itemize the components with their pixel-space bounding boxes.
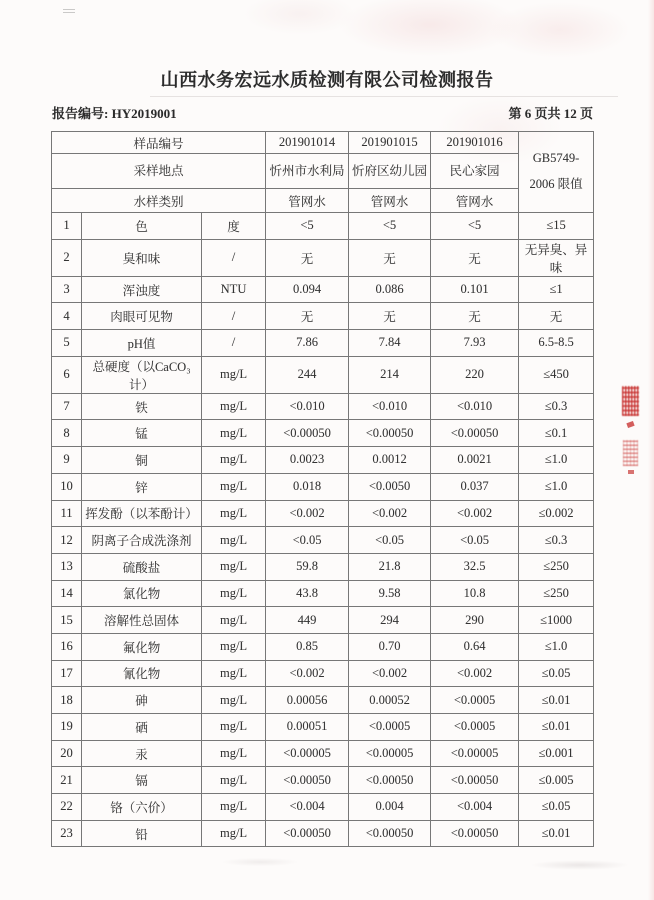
limit-value: ≤0.01 xyxy=(519,687,594,714)
row-number: 9 xyxy=(52,447,82,474)
sample1-value: <5 xyxy=(266,213,349,240)
scan-ghost-line xyxy=(150,96,618,97)
sample2-value: <0.0005 xyxy=(349,714,431,741)
sample3-value: 0.037 xyxy=(431,473,519,500)
sample2-value: 7.84 xyxy=(349,330,431,357)
sample1-value: <0.004 xyxy=(266,794,349,821)
table-row xyxy=(52,330,594,357)
type-2: 管网水 xyxy=(349,189,431,213)
unit-value: mg/L xyxy=(202,767,266,794)
sample1-value: 0.00051 xyxy=(266,714,349,741)
limit-header-line2: 2006 限值 xyxy=(529,177,583,191)
table-row xyxy=(52,607,594,634)
sample1-value: 59.8 xyxy=(266,553,349,580)
table-row xyxy=(52,303,594,330)
limit-value: ≤15 xyxy=(519,213,594,240)
table-row xyxy=(52,527,594,554)
sample1-value: <0.002 xyxy=(266,500,349,527)
limit-value: ≤0.05 xyxy=(519,794,594,821)
page-indicator: 第 6 页共 12 页 xyxy=(508,106,593,121)
sample2-value: 9.58 xyxy=(349,580,431,607)
row-number: 15 xyxy=(52,607,82,634)
row-number: 16 xyxy=(52,633,82,660)
parameter-name: 锌 xyxy=(82,473,202,500)
row-number: 17 xyxy=(52,660,82,687)
row-number: 23 xyxy=(52,820,82,847)
limit-value: ≤0.002 xyxy=(519,500,594,527)
limit-header-line1: GB5749- xyxy=(532,151,580,166)
table-row xyxy=(52,239,594,276)
sample2-value: 0.0012 xyxy=(349,447,431,474)
limit-value: ≤0.05 xyxy=(519,660,594,687)
unit-value: mg/L xyxy=(202,553,266,580)
sample2-value: <0.00005 xyxy=(349,740,431,767)
sample3-value: 10.8 xyxy=(431,580,519,607)
table-row xyxy=(52,740,594,767)
sample3-value: <0.00050 xyxy=(431,820,519,847)
report-info-row xyxy=(52,103,593,122)
stamp-mark-icon xyxy=(628,470,634,474)
row-number: 19 xyxy=(52,714,82,741)
unit-value: mg/L xyxy=(202,420,266,447)
limit-value: ≤1.0 xyxy=(519,447,594,474)
unit-value: mg/L xyxy=(202,714,266,741)
parameter-name: 砷 xyxy=(82,687,202,714)
table-row xyxy=(52,580,594,607)
table-row xyxy=(52,447,594,474)
table-row xyxy=(52,794,594,821)
sample2-value: 0.00052 xyxy=(349,687,431,714)
report-title: 山西水务宏远水质检测有限公司检测报告 xyxy=(160,70,494,90)
unit-value: mg/L xyxy=(202,356,266,393)
row-number: 12 xyxy=(52,527,82,554)
row-number: 18 xyxy=(52,687,82,714)
table-row xyxy=(52,473,594,500)
limit-value: ≤250 xyxy=(519,580,594,607)
unit-value: 度 xyxy=(202,213,266,240)
table-row xyxy=(52,276,594,303)
sample1-value: 无 xyxy=(266,303,349,330)
sample1-value: <0.00005 xyxy=(266,740,349,767)
sample3-value: 0.64 xyxy=(431,633,519,660)
row-number: 3 xyxy=(52,276,82,303)
row-number: 1 xyxy=(52,213,82,240)
row-number: 20 xyxy=(52,740,82,767)
sample1-value: 449 xyxy=(266,607,349,634)
unit-value: / xyxy=(202,239,266,276)
unit-value: mg/L xyxy=(202,633,266,660)
sample2-value: 无 xyxy=(349,239,431,276)
unit-value: mg/L xyxy=(202,580,266,607)
row-number: 2 xyxy=(52,239,82,276)
sample2-value: <0.05 xyxy=(349,527,431,554)
limit-value: ≤1000 xyxy=(519,607,594,634)
table-row xyxy=(52,356,594,393)
limit-value: ≤0.005 xyxy=(519,767,594,794)
sample2-value: <0.002 xyxy=(349,660,431,687)
sample3-value: <0.0005 xyxy=(431,714,519,741)
table-row xyxy=(52,714,594,741)
parameter-name: 浑浊度 xyxy=(82,276,202,303)
sample3-value: 无 xyxy=(431,239,519,276)
sample3-value: 无 xyxy=(431,303,519,330)
sample-no-1: 201901014 xyxy=(266,132,349,154)
sample2-value: <0.00050 xyxy=(349,767,431,794)
sample-no-2: 201901015 xyxy=(349,132,431,154)
sample1-value: 0.018 xyxy=(266,473,349,500)
table-row xyxy=(52,213,594,240)
header-row-location xyxy=(52,154,594,189)
sample3-value: <0.00005 xyxy=(431,740,519,767)
location-1: 忻州市水利局 xyxy=(266,154,349,189)
sample2-value: 21.8 xyxy=(349,553,431,580)
sample1-value: 244 xyxy=(266,356,349,393)
sample1-value: 0.0023 xyxy=(266,447,349,474)
location-label: 采样地点 xyxy=(52,154,266,189)
sample1-value: <0.00050 xyxy=(266,820,349,847)
row-number: 4 xyxy=(52,303,82,330)
unit-value: mg/L xyxy=(202,447,266,474)
unit-value: mg/L xyxy=(202,660,266,687)
parameter-name: 肉眼可见物 xyxy=(82,303,202,330)
sample1-value: 无 xyxy=(266,239,349,276)
parameter-name: 铜 xyxy=(82,447,202,474)
parameter-name: 色 xyxy=(82,213,202,240)
row-number: 14 xyxy=(52,580,82,607)
limit-value: ≤0.01 xyxy=(519,714,594,741)
header-row-sample-no xyxy=(52,132,594,154)
sample2-value: <0.010 xyxy=(349,393,431,420)
stamp-mark-icon xyxy=(626,421,634,428)
parameter-name: 溶解性总固体 xyxy=(82,607,202,634)
location-2: 忻府区幼儿园 xyxy=(349,154,431,189)
sample3-value: <0.010 xyxy=(431,393,519,420)
type-3: 管网水 xyxy=(431,189,519,213)
row-number: 6 xyxy=(52,356,82,393)
sample3-value: <5 xyxy=(431,213,519,240)
parameter-name: 铁 xyxy=(82,393,202,420)
limit-value: 无异臭、异味 xyxy=(519,239,594,276)
sample2-value: 0.004 xyxy=(349,794,431,821)
parameter-name: 氰化物 xyxy=(82,660,202,687)
row-number: 8 xyxy=(52,420,82,447)
type-1: 管网水 xyxy=(266,189,349,213)
sample-no-3: 201901016 xyxy=(431,132,519,154)
table-row xyxy=(52,660,594,687)
sample1-value: <0.05 xyxy=(266,527,349,554)
scan-smudge-mark xyxy=(63,7,75,13)
scan-edge-streak xyxy=(648,0,654,900)
sample3-value: 0.101 xyxy=(431,276,519,303)
sample1-value: <0.00050 xyxy=(266,420,349,447)
limit-value: 无 xyxy=(519,303,594,330)
parameters-body xyxy=(52,213,594,847)
sample3-value: <0.05 xyxy=(431,527,519,554)
header-row-type xyxy=(52,189,594,213)
sample3-value: 220 xyxy=(431,356,519,393)
sample3-value: <0.002 xyxy=(431,500,519,527)
limit-value: ≤450 xyxy=(519,356,594,393)
parameter-name: 硒 xyxy=(82,714,202,741)
table-row xyxy=(52,767,594,794)
limit-value: ≤0.01 xyxy=(519,820,594,847)
parameter-name: 氟化物 xyxy=(82,633,202,660)
limit-value: ≤0.1 xyxy=(519,420,594,447)
unit-value: mg/L xyxy=(202,473,266,500)
limit-value: 6.5-8.5 xyxy=(519,330,594,357)
location-3: 民心家园 xyxy=(431,154,519,189)
unit-value: mg/L xyxy=(202,393,266,420)
unit-value: mg/L xyxy=(202,500,266,527)
unit-value: mg/L xyxy=(202,607,266,634)
parameter-name: 臭和味 xyxy=(82,239,202,276)
stamp-mark-icon xyxy=(623,440,638,466)
sample3-value: <0.0005 xyxy=(431,687,519,714)
row-number: 10 xyxy=(52,473,82,500)
parameter-name: 铬（六价） xyxy=(82,794,202,821)
table-row xyxy=(52,553,594,580)
sample3-value: 290 xyxy=(431,607,519,634)
sample3-value: 7.93 xyxy=(431,330,519,357)
sample-no-label: 样品编号 xyxy=(52,132,266,154)
sample1-value: 0.00056 xyxy=(266,687,349,714)
parameter-name: 总硬度（以CaCO₃计） xyxy=(82,356,202,393)
table-row xyxy=(52,500,594,527)
limit-value: ≤1.0 xyxy=(519,473,594,500)
sample3-value: <0.00050 xyxy=(431,420,519,447)
sample1-value: <0.00050 xyxy=(266,767,349,794)
unit-value: / xyxy=(202,330,266,357)
sample1-value: <0.002 xyxy=(266,660,349,687)
parameter-name: 镉 xyxy=(82,767,202,794)
unit-value: mg/L xyxy=(202,820,266,847)
unit-value: / xyxy=(202,303,266,330)
row-number: 7 xyxy=(52,393,82,420)
stamp-mark-icon xyxy=(622,386,639,416)
limit-value: ≤0.001 xyxy=(519,740,594,767)
sample2-value: 214 xyxy=(349,356,431,393)
row-number: 21 xyxy=(52,767,82,794)
sample3-value: <0.004 xyxy=(431,794,519,821)
limit-value: ≤250 xyxy=(519,553,594,580)
sample2-value: 无 xyxy=(349,303,431,330)
parameter-name: 锰 xyxy=(82,420,202,447)
sample2-value: 294 xyxy=(349,607,431,634)
row-number: 13 xyxy=(52,553,82,580)
sample3-value: <0.00050 xyxy=(431,767,519,794)
type-label: 水样类别 xyxy=(52,189,266,213)
row-number: 22 xyxy=(52,794,82,821)
parameter-name: 硫酸盐 xyxy=(82,553,202,580)
sample1-value: 0.85 xyxy=(266,633,349,660)
unit-value: NTU xyxy=(202,276,266,303)
limit-value: ≤1 xyxy=(519,276,594,303)
sample1-value: <0.010 xyxy=(266,393,349,420)
sample1-value: 0.094 xyxy=(266,276,349,303)
sample3-value: 0.0021 xyxy=(431,447,519,474)
results-table xyxy=(51,131,594,847)
table-row xyxy=(52,633,594,660)
sample1-value: 7.86 xyxy=(266,330,349,357)
table-row xyxy=(52,393,594,420)
sample2-value: <0.00050 xyxy=(349,420,431,447)
sample2-value: 0.70 xyxy=(349,633,431,660)
table-row xyxy=(52,687,594,714)
row-number: 11 xyxy=(52,500,82,527)
sample3-value: <0.002 xyxy=(431,660,519,687)
limit-value: ≤0.3 xyxy=(519,393,594,420)
unit-value: mg/L xyxy=(202,527,266,554)
sample2-value: <0.002 xyxy=(349,500,431,527)
unit-value: mg/L xyxy=(202,740,266,767)
table-row xyxy=(52,420,594,447)
limit-column-header xyxy=(519,132,594,213)
table-row xyxy=(52,820,594,847)
row-number: 5 xyxy=(52,330,82,357)
unit-value: mg/L xyxy=(202,794,266,821)
unit-value: mg/L xyxy=(202,687,266,714)
limit-value: ≤0.3 xyxy=(519,527,594,554)
sample2-value: <0.0050 xyxy=(349,473,431,500)
parameter-name: 汞 xyxy=(82,740,202,767)
red-stamp-fragment xyxy=(618,384,646,478)
report-number: 报告编号: HY2019001 xyxy=(52,106,177,121)
limit-value: ≤1.0 xyxy=(519,633,594,660)
sample1-value: 43.8 xyxy=(266,580,349,607)
parameter-name: 氯化物 xyxy=(82,580,202,607)
parameter-name: pH值 xyxy=(82,330,202,357)
sample3-value: 32.5 xyxy=(431,553,519,580)
parameter-name: 阴离子合成洗涤剂 xyxy=(82,527,202,554)
sample2-value: <0.00050 xyxy=(349,820,431,847)
parameter-name: 挥发酚（以苯酚计） xyxy=(82,500,202,527)
sample2-value: <5 xyxy=(349,213,431,240)
parameter-name: 铅 xyxy=(82,820,202,847)
sample2-value: 0.086 xyxy=(349,276,431,303)
